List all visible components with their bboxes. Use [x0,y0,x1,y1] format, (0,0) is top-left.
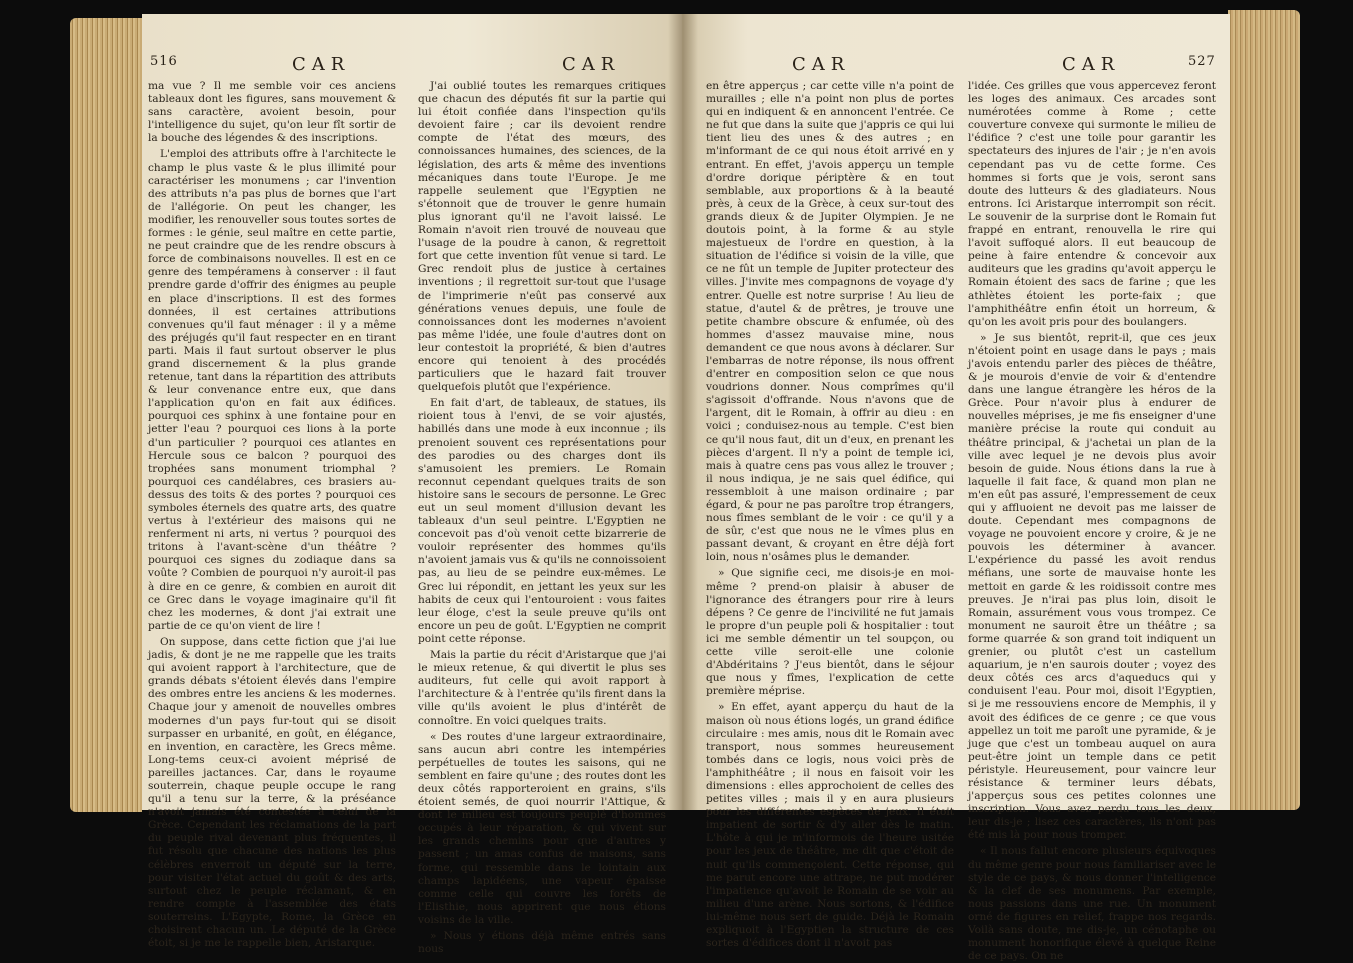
paragraph: « Des routes d'une largeur extraordinaire, sans aucun abri contre les intempéries perpétuelles de toutes les saisons, qui ne semblent en faire qu'une ; des routes dont les deux côtés rapporteroient en grains, s'ils étoient semés, de quoi nourrir l'Attique, & dont le milieu est toujours peuplé d'hommes occupés à leur réparation, & qui vivent sur les grands chemins pour que d'autres y passent ; un amas confus de maisons, sans forme, qui ressemble dans le lointain aux champs lapidéens, une vapeur épaisse comme celle qui couvre les forêts de l'Elisthie, nous apprirent que nous étions voisins de la ville. [418,730,666,926]
paragraph: » Nous y étions déjà même entrés sans nous [418,930,666,956]
left-page-column-1 [148,80,396,950]
running-head-right-1: CAR [792,54,851,75]
right-page-edges [1228,10,1300,810]
paragraph: » En effet, ayant apperçu du haut de la maison où nous étions logés, un grand édifice circulaire : mes amis, nous dit le Romain avec transport, nous sommes heureusement tombés dans ce logis, nous voici près de l'amphithéâtre ; il nous en faisoit voir les dimensions : elles approchoient de celles des petites villes ; mais il y en aura plusieurs pour les différentes espèces de jeux. Il étoit impatient de sortir & d'y aller dès le matin. L'hôte à qui je m'informois de l'heure usitée pour les jeux de théâtre, me dit que c'étoit de nuit qu'ils commençoient. Cette réponse, qui me parut encore une attrape, ne put modérer l'impatience qu'avoit le Romain de se voir au milieu d'une arène. Nous sortons, & l'édifice lui-même nous sert de guide. Déjà le Romain expliquoit à l'Egyptien la structure de ces sortes d'édifices dont il n'avoit pas [706,701,954,950]
running-head-right-2: CAR [1062,54,1121,75]
page-number-left: 516 [150,54,178,69]
left-page [142,14,682,956]
paragraph: J'ai oublié toutes les remarques critiques que chacun des députés fit sur la partie qui lui étoit confiée dans l'inspection qu'ils devoient faire ; car ils devoient rendre compte de l'état des mœurs, des connoissances humaines, des sciences, de la législation, des arts & même des inventions mécaniques dans toute l'Europe. Je me rappelle seulement que l'Egyptien ne s'étonnoit que de trouver le genre humain plus ignorant qu'il ne l'avoit laissé. Le Romain n'avoit rien trouvé de nouveau que l'usage de la poudre à canon, & regrettoit fort que cette invention fût venue si tard. Le Grec rendoit plus de justice à certaines inventions ; il regrettoit sur-tout que l'usage de l'imprimerie n'eût pas conservé aux générations venues depuis, une foule de connoissances dont les modernes n'avoient pas même l'idée, une foule d'autres dont on leur contestoit la propriété, & bien d'autres encore qui tenoient à des procédés particuliers que le hazard fait trouver quelquefois plutôt que l'expérience. [418,80,666,394]
paragraph: « Il nous fallut encore plusieurs équivoques du même genre pour nous familiariser avec le style de ce pays, & nous donner l'intelligence & la clef de ses monumens. Par exemple, nous passions dans une rue. Un monument orné de figures en relief, frappe nos regards. Voilà sans doute, me dis-je, un cénotaphe ou monument honorifique élevé à quelque Reine de ce pays. On ne [968,845,1216,963]
left-page-edges [70,18,142,812]
paragraph: en être apperçus ; car cette ville n'a point de murailles ; elle n'a point non plus de portes qui en indiquent & en annoncent l'entrée. Ce ne fut que dans la suite que j'appris ce qui lui tient lieu des unes & des autres ; en m'informant de ce qui nous étoit arrivé en y entrant. En effet, j'avois apperçu un temple d'ordre dorique périptère & en tout semblable, aux proportions & à la beauté près, à ceux de la Grèce, à ceux sur-tout des grands dieux & de Jupiter Olympien. Je ne doutois point, à la forme & au style majestueux de l'ordre en question, à la situation de l'édifice si voisin de la ville, que ce ne fût un temple de Jupiter protecteur des villes. J'invite mes compagnons de voyage d'y entrer. Quelle est notre surprise ! Au lieu de statue, d'autel & de prêtres, je trouve une petite chambre obscure & enfumée, où des hommes d'assez mauvaise mine, nous demandent ce que nous avons à déclarer. Sur l'embarras de notre réponse, ils nous offrent d'entrer en composition selon ce que nous voudrions donner. Nous comprîmes qu'il s'agissoit d'offrande. Nous n'avons que de l'argent, dit le Romain, à offrir au dieu : en voici ; conduisez-nous au temple. C'est bien ce qu'il nous faut, dit un d'eux, en prenant les pièces d'argent. Il n'y a point de temple ici, mais à quatre cens pas vous allez le trouver ; il nous indiqua, je ne sais quel édifice, qui ressembloit à une maison ordinaire ; par égard, & pour ne pas paroître trop étrangers, nous fîmes semblant de le voir : ce qu'il y a de sûr, c'est que nous ne le vîmes plus en passant devant, & croyant en être déjà fort loin, nous n'osâmes plus le demander. [706,80,954,564]
page-number-right: 527 [1188,54,1216,69]
right-page-column-1 [706,80,954,950]
running-head-left-1: CAR [292,54,351,75]
paragraph: On suppose, dans cette fiction que j'ai lue jadis, & dont je ne me rappelle que les traits qui avoient rapport à l'architecture, que de grands débats s'étoient élevés dans l'empire des ombres entre les anciens & les modernes. Chaque jour y amenoit de nouvelles ombres modernes d'un pays fur-tout qui se disoit surpasser en urbanité, en goût, en élégance, en invention, en caractère, les Grecs même. Long-tems ceux-ci avoient méprisé de pareilles jactances. Car, dans le royaume souterrein, chaque peuple occupe le rang qu'il a tenu sur la terre, & la préséance n'avoit jamais été contestée à celui de la Grèce. Cependant les réclamations de la part du peuple rival devenant plus fréquentes, il fut résolu que chacune des nations les plus célèbres enverroit un député sur la terre, pour visiter l'état actuel du goût & des arts, surtout chez le peuple réclamant, & en rendre compte à l'assemblée des états souterreins. L'Egypte, Rome, la Grèce en choisirent chacun un. Le député de la Grèce étoit, si je me le rappelle bien, Aristarque. [148,635,396,950]
left-page-column-2 [418,80,666,956]
running-head-left-2: CAR [562,54,621,75]
paragraph: ma vue ? Il me semble voir ces anciens tableaux dont les figures, sans mouvement & sans caractère, avoient besoin, pour l'intelligence du sujet, qu'on leur fît sortir de la bouche des légendes & des inscriptions. [148,80,396,145]
book-gutter [668,14,698,810]
paragraph: » Que signifie ceci, me disois-je en moi-même ? prend-on plaisir à abuser de l'ignorance des étrangers pour rire à leurs dépens ? Ce genre de l'incivilité ne fut jamais le propre d'un peuple poli & hospitalier : tout ici me semble démentir un tel soupçon, ou cette ville seroit-elle une colonie d'Abdéritains ? J'eus bientôt, dans le séjour que nous y fîmes, l'explication de cette première méprise. [706,567,954,698]
paragraph: En fait d'art, de tableaux, de statues, ils rioient tous à l'envi, de se voir ajustés, habillés dans une mode à eux inconnue ; ils prenoient souvent ces représentations pour des parodies ou des charges dont ils s'amusoient les premiers. Le Romain reconnut cependant quelques traits de son histoire sans le secours de personne. Le Grec eut un seul moment d'illusion devant les tableaux d'un seul peintre. L'Egyptien ne concevoit pas d'où venoit cette bizarrerie de vouloir représenter des hommes qu'ils n'avoient jamais vus & qu'ils ne connoissoient pas, au lieu de se peindre eux-mêmes. Le Grec lui répondit, en jettant les yeux sur les habits de ceux qui l'entouroient : vous faites leur éloge, c'est la seule preuve qu'ils ont encore un peu de goût. L'Egyptien ne comprit point cette réponse. [418,397,666,645]
paragraph: » Je sus bientôt, reprit-il, que ces jeux n'étoient point en usage dans le pays ; mais j'avois entendu parler des pièces de théâtre, & je mourois d'envie de voir & d'entendre dans une langue étrangère les héros de la Grèce. Pour n'avoir plus à endurer de nouvelles méprises, je me fis enseigner d'une manière précise la route qui conduit au théâtre principal, & j'achetai un plan de la ville avec lequel je ne devois plus avoir besoin de guide. Nous étions dans la rue à laquelle il fait face, & quand mon plan ne m'en eût pas assuré, l'empressement de ceux qui y affluoient ne devoit pas me laisser de doute. Cependant mes compagnons de voyage ne pouvoient encore y croire, & je ne pouvois les déterminer à avancer. L'expérience du passé les avoit rendus méfians, une sorte de mauvaise honte les mettoit en garde & les roidissoit contre mes preuves. Je n'irai pas plus loin, disoit le Romain, assurément vous vous trompez. Ce monument ne sauroit être un théâtre ; sa forme quarrée & son grand toit indiquent un grenier, ou plutôt c'est un castellum aquarium, je n'en saurois douter ; voyez des deux côtés ces arcs d'aqueducs qui y conduisent l'eau. Pour moi, disoit l'Egyptien, si je me ressouviens encore de Memphis, il y avoit des édifices de ce genre ; ce que vous appellez un toit me paroît une pyramide, & je juge que c'est un tombeau auquel on aura peut-être joint un temple dans ce petit péristyle. Heureusement, pour vaincre leur résistance & terminer leurs débats, j'apperçus sous ces petites colonnes une inscription. Vous avez perdu tous les deux, leur dis-je ; lisez ces caractères, ils n'ont pas été mis là pour nous tromper. [968,331,1216,842]
right-page-column-2 [968,80,1216,963]
right-page [682,14,1230,963]
paragraph: L'emploi des attributs offre à l'architecte le champ le plus vaste & le plus illimité pour caractériser les monumens ; car l'invention des attributs n'a pas plus de bornes que l'art de l'allégorie. On peut les changer, les modifier, les renouveller sous toutes sortes de formes : le génie, seul maître en cette partie, ne peut craindre que de les rendre obscurs à force de combinaisons nouvelles. Il est en ce genre des tempéramens à conserver : il faut prendre garde d'offrir des énigmes au peuple en place d'inscriptions. Il est des formes données, il est certaines attributions convenues qu'il faut ménager : il y a même des préjugés qu'il faut respecter en en tirant parti. Mais il faut surtout observer le plus grand discernement & la plus grande retenue, tant dans la répartition des attributs & leur convenance entre eux, que dans l'application qu'on en fait aux édifices. pourquoi ces sphinx à une fontaine pour en jetter l'eau ? pourquoi ces lions à la porte d'un particulier ? pourquoi ces atlantes en Hercule sous ce balcon ? pourquoi des trophées sans monument triomphal ? pourquoi ces candélabres, ces brasiers au-dessus des toits & des portes ? pourquoi ces symboles éternels des quatre arts, des quatre vertus à l'extérieur des maisons qui ne renferment ni arts, ni vertus ? pourquoi des tritons à l'avant-scène d'un théâtre ? pourquoi ces signes du zodiaque dans sa voûte ? Combien de pourquoi n'y auroit-il pas à dire en ce genre, & combien en auroit dit ce Grec dans le voyage imaginaire qu'il fit chez les modernes, & dont j'ai extrait une partie de ce qu'on vient de lire ! [148,148,396,632]
paragraph: l'idée. Ces grilles que vous appercevez feront les loges des animaux. Ces arcades sont numérotées comme à Rome ; cette couverture convexe qui surmonte le milieu de l'édifice ? c'est une toile pour garantir les spectateurs des injures de l'air ; je n'en avois cependant pas vu de cette forme. Ces hommes si forts que je vois, seront sans doute des lutteurs & des gladiateurs. Nous entrons. Ici Aristarque interrompit son récit. Le souvenir de la surprise dont le Romain fut frappé en entrant, renouvella le rire qui l'avoit suffoqué alors. Il eut beaucoup de peine à faire entendre & concevoir aux auditeurs que les gradins qu'avoit apperçu le Romain étoient des sacs de farine ; que les athlètes étoient les porte-faix ; que l'amphithéâtre enfin étoit un horreum, & qu'on les avoit pris pour des boulangers. [968,80,1216,328]
paragraph: Mais la partie du récit d'Aristarque que j'ai le mieux retenue, & qui divertit le plus ses auditeurs, fut celle qui avoit rapport à l'architecture & à l'entrée qu'ils firent dans la ville qu'ils avoient le plus d'intérêt de connoître. En voici quelques traits. [418,649,666,727]
